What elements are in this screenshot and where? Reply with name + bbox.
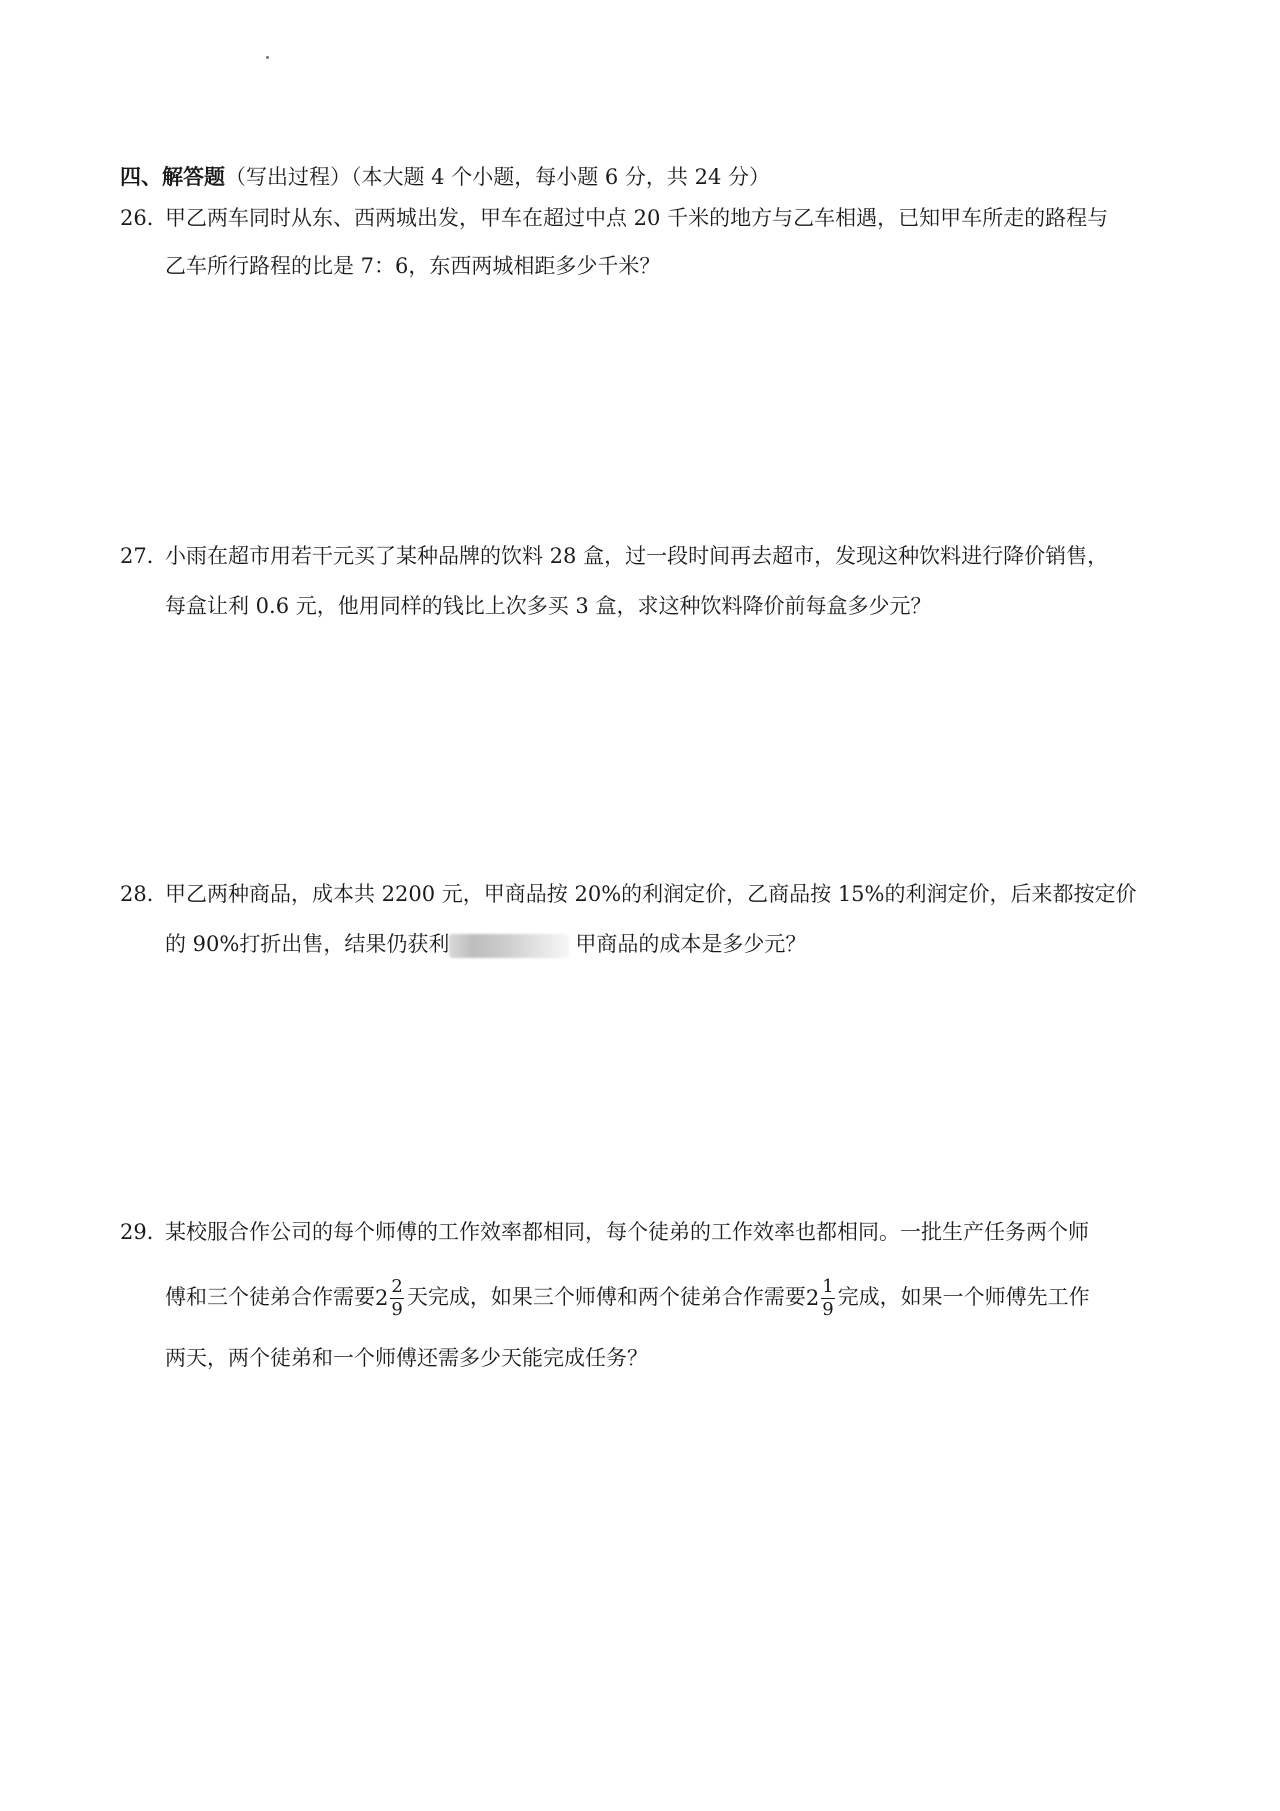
question-text: 某校服合作公司的每个师傅的工作效率都相同，每个徒弟的工作效率也都相同。一批生产任务两个师	[165, 1220, 1089, 1244]
section-heading	[120, 162, 770, 192]
question-line	[120, 203, 1170, 233]
mixed-whole: 2	[375, 1286, 389, 1310]
question-text: 每盒让利 0.6 元，他用同样的钱比上次多买 3 盒，求这种饮料降价前每盒多少元？	[165, 594, 932, 618]
question-text-after-blur: 甲商品的成本是多少元？	[575, 932, 807, 956]
question-text: 天完成，如果三个师傅和两个徒弟合作需要	[406, 1285, 806, 1309]
question-line	[120, 879, 1170, 909]
question-text-before-blur: 的 90%打折出售，结果仍获利	[165, 932, 450, 956]
question-text: 甲乙两车同时从东、西两城出发，甲车在超过中点 20 千米的地方与乙车相遇，已知甲车所走的路程与	[165, 206, 1109, 230]
mixed-number	[806, 1277, 838, 1321]
question-28	[120, 879, 1170, 959]
question-line	[120, 541, 1170, 571]
mixed-whole: 2	[805, 1286, 820, 1310]
section-note: （写出过程）（本大题 4 个小题，每小题 6 分，共 24 分）	[225, 165, 770, 189]
question-number: 29．	[120, 1220, 168, 1244]
question-text: 傅和三个徒弟合作需要	[165, 1285, 375, 1309]
question-line	[120, 929, 1170, 959]
question-27	[120, 541, 1170, 621]
question-text: 小雨在超市用若干元买了某种品牌的饮料 28 盒，过一段时间再去超市，发现这种饮料进行降价销售，	[165, 544, 1109, 568]
mixed-number	[375, 1277, 407, 1321]
fraction-denominator: 9	[822, 1299, 834, 1321]
question-26	[120, 203, 1170, 281]
question-text: 完成，如果一个师傅先工作	[837, 1285, 1090, 1309]
fraction-numerator: 1	[822, 1275, 834, 1297]
question-text: 两天，两个徒弟和一个师傅还需多少天能完成任务？	[165, 1346, 648, 1370]
fraction-denominator: 9	[391, 1299, 403, 1321]
scan-speck	[266, 56, 269, 59]
question-number: 27．	[120, 544, 168, 568]
question-text-with-fractions	[165, 1273, 1090, 1321]
question-line	[120, 1217, 1170, 1247]
question-line	[120, 1343, 1170, 1373]
fraction	[820, 1277, 835, 1321]
question-number: 26．	[120, 206, 168, 230]
question-text: 甲乙两种商品，成本共 2200 元，甲商品按 20%的利润定价，乙商品按 15%的利润定价，后来都按定价	[165, 882, 1137, 906]
question-29	[120, 1217, 1170, 1373]
question-line	[120, 251, 1170, 281]
question-line	[120, 1273, 1170, 1321]
fraction-numerator: 2	[391, 1275, 403, 1297]
blurred-region	[449, 934, 569, 958]
section-title: 四、解答题	[120, 164, 225, 189]
question-text-continuation	[165, 929, 806, 959]
fraction	[389, 1277, 404, 1321]
question-number: 28．	[120, 882, 168, 906]
question-line	[120, 591, 1170, 621]
question-text: 乙车所行路程的比是 7：6，东西两城相距多少千米？	[165, 254, 661, 278]
